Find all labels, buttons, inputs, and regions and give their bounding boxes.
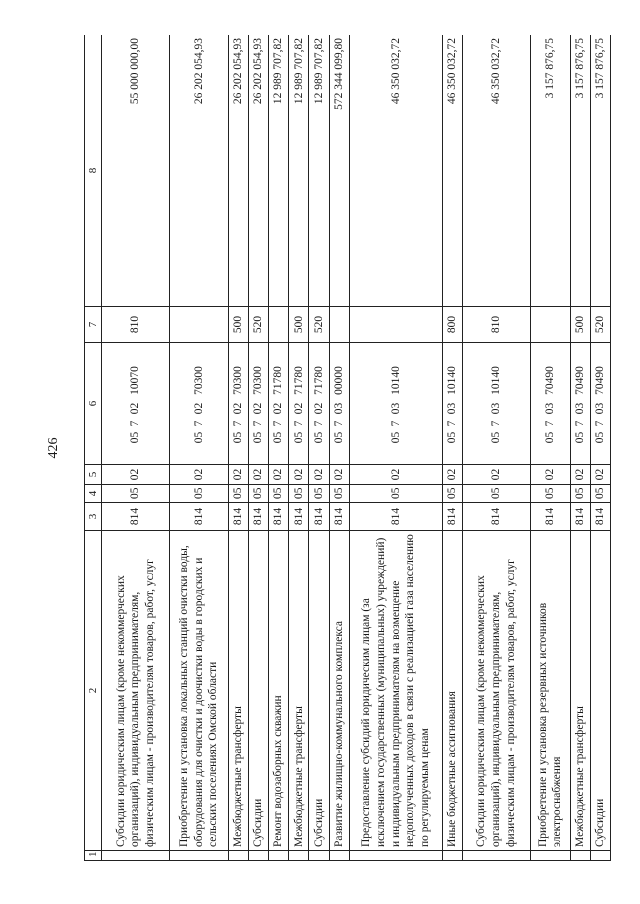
- column-header-1: 1: [85, 851, 102, 861]
- target-article-part: 05: [573, 431, 586, 444]
- cell-target-article: [349, 343, 442, 465]
- cell-amount: 3 157 876,75: [590, 35, 610, 307]
- cell-target-article: [329, 343, 349, 465]
- cell-target-article: [170, 343, 229, 465]
- column-header-8: 8: [85, 35, 102, 307]
- cell-subsection-code: 02: [269, 465, 289, 485]
- cell-item-name: Иные бюджетные ассигнования: [442, 531, 462, 851]
- cell-item-name: Межбюджетные трансферты: [289, 531, 309, 851]
- cell-amount: 3 157 876,75: [531, 35, 571, 307]
- table-row: [349, 35, 442, 861]
- cell-item-name: Предоставление субсидий юридическим лицам (за исключением государственных (муниципальных) учреждений) и индивидуальным предпринимателям на возмещение недополученных доходов в связи с реализацией газа населению по регулируемым ценам: [349, 531, 442, 851]
- cell-amount: 46 350 032,72: [442, 35, 462, 307]
- cell-item-name: Приобретение и установка резервных источников электроснабжения: [531, 531, 571, 851]
- table-row: [442, 35, 462, 861]
- target-article-part: 7: [129, 420, 142, 427]
- target-article-part: 02: [192, 402, 205, 415]
- cell-amount: 55 000 000,00: [102, 35, 170, 307]
- budget-table: [84, 35, 611, 861]
- target-article-part: 05: [594, 431, 607, 444]
- table-row: [531, 35, 571, 861]
- target-article-part: 02: [252, 402, 265, 415]
- target-article-part: 10140: [389, 366, 402, 395]
- cell-subsection-code: 02: [102, 465, 170, 485]
- target-article-part: 05: [544, 431, 557, 444]
- target-article-part: 7: [594, 420, 607, 427]
- cell-amount: 12 989 707,82: [289, 35, 309, 307]
- cell-amount: 46 350 032,72: [349, 35, 442, 307]
- cell-section-code: 05: [463, 485, 531, 503]
- target-article-part: 10070: [129, 366, 142, 395]
- target-article-part: 70300: [252, 366, 265, 395]
- target-article-part: 7: [490, 420, 503, 427]
- cell-col-1: [102, 851, 170, 861]
- cell-subsection-code: 02: [229, 465, 249, 485]
- rotated-table-container: [84, 35, 611, 861]
- target-article-part: 7: [389, 420, 402, 427]
- target-article-part: 05: [292, 431, 305, 444]
- cell-col-1: [463, 851, 531, 861]
- table-row: [269, 35, 289, 861]
- cell-amount: 572 344 099,80: [329, 35, 349, 307]
- target-article-part: 7: [312, 420, 325, 427]
- cell-section-code: 05: [442, 485, 462, 503]
- cell-item-name: Ремонт водозаборных скважин: [269, 531, 289, 851]
- cell-subsection-code: 02: [329, 465, 349, 485]
- cell-expense-type: 520: [309, 307, 329, 343]
- target-article-part: 70490: [594, 366, 607, 395]
- cell-item-name: Субсидии юридическим лицам (кроме некоммерческих организаций), индивидуальным предпринимателям, физическим лицам - производителям товаров, работ, услуг: [463, 531, 531, 851]
- cell-section-code: 05: [102, 485, 170, 503]
- target-article-part: 7: [252, 420, 265, 427]
- cell-col-1: [442, 851, 462, 861]
- target-article-part: 05: [312, 431, 325, 444]
- cell-target-article: [531, 343, 571, 465]
- page-number: 426: [46, 437, 61, 459]
- table-area: [84, 35, 611, 861]
- cell-expense-type: [329, 307, 349, 343]
- target-article-part: 05: [490, 431, 503, 444]
- cell-item-name: Межбюджетные трансферты: [229, 531, 249, 851]
- target-article-part: 7: [232, 420, 245, 427]
- cell-col-1: [170, 851, 229, 861]
- target-article-part: 70490: [573, 366, 586, 395]
- cell-expense-type: [170, 307, 229, 343]
- table-row: [570, 35, 590, 861]
- table-row: [309, 35, 329, 861]
- target-article-part: 7: [544, 420, 557, 427]
- cell-target-article: [102, 343, 170, 465]
- cell-expense-type: 810: [463, 307, 531, 343]
- cell-ministry-code: 814: [463, 503, 531, 531]
- target-article-part: 03: [446, 402, 459, 415]
- cell-amount: 26 202 054,93: [229, 35, 249, 307]
- target-article-part: 05: [192, 431, 205, 444]
- target-article-part: 7: [332, 420, 345, 427]
- cell-col-1: [249, 851, 269, 861]
- cell-section-code: 05: [229, 485, 249, 503]
- cell-item-name: Приобретение и установка локальных станций очистки воды, оборудования для очистки и доочистки воды в городских и сельских поселениях Омской области: [170, 531, 229, 851]
- target-article-part: 03: [544, 402, 557, 415]
- cell-col-1: [349, 851, 442, 861]
- cell-expense-type: 500: [229, 307, 249, 343]
- cell-section-code: 05: [590, 485, 610, 503]
- cell-subsection-code: 02: [289, 465, 309, 485]
- target-article-part: 03: [389, 402, 402, 415]
- table-row: [289, 35, 309, 861]
- target-article-part: 71780: [312, 366, 325, 395]
- cell-subsection-code: 02: [590, 465, 610, 485]
- column-header-2: 2: [85, 531, 102, 851]
- target-article-part: 70300: [232, 366, 245, 395]
- cell-col-1: [309, 851, 329, 861]
- cell-ministry-code: 814: [309, 503, 329, 531]
- target-article-part: 10140: [446, 366, 459, 395]
- cell-expense-type: 800: [442, 307, 462, 343]
- table-row: [463, 35, 531, 861]
- column-header-6: 6: [85, 343, 102, 465]
- cell-col-1: [531, 851, 571, 861]
- cell-subsection-code: 02: [309, 465, 329, 485]
- table-row: [590, 35, 610, 861]
- cell-subsection-code: 02: [249, 465, 269, 485]
- target-article-part: 05: [232, 431, 245, 444]
- cell-ministry-code: 814: [269, 503, 289, 531]
- cell-item-name: Развитие жилищно-коммунального комплекса: [329, 531, 349, 851]
- table-row: [229, 35, 249, 861]
- column-header-3: 3: [85, 503, 102, 531]
- cell-section-code: 05: [349, 485, 442, 503]
- target-article-part: 7: [272, 420, 285, 427]
- cell-section-code: 05: [249, 485, 269, 503]
- target-article-part: 05: [129, 431, 142, 444]
- cell-col-1: [289, 851, 309, 861]
- cell-item-name: Субсидии: [249, 531, 269, 851]
- column-header-4: 4: [85, 485, 102, 503]
- cell-expense-type: [269, 307, 289, 343]
- cell-ministry-code: 814: [349, 503, 442, 531]
- cell-ministry-code: 814: [531, 503, 571, 531]
- target-article-part: 02: [292, 402, 305, 415]
- cell-amount: 12 989 707,82: [269, 35, 289, 307]
- cell-target-article: [309, 343, 329, 465]
- cell-subsection-code: 02: [170, 465, 229, 485]
- column-header-7: 7: [85, 307, 102, 343]
- target-article-part: 7: [192, 420, 205, 427]
- target-article-part: 03: [573, 402, 586, 415]
- cell-amount: 26 202 054,93: [170, 35, 229, 307]
- column-header-5: 5: [85, 465, 102, 485]
- target-article-part: 7: [573, 420, 586, 427]
- target-article-part: 05: [446, 431, 459, 444]
- cell-target-article: [229, 343, 249, 465]
- target-article-part: 03: [490, 402, 503, 415]
- cell-section-code: 05: [531, 485, 571, 503]
- cell-item-name: Субсидии: [590, 531, 610, 851]
- cell-col-1: [269, 851, 289, 861]
- column-number-row: [85, 35, 102, 861]
- cell-target-article: [442, 343, 462, 465]
- cell-section-code: 05: [309, 485, 329, 503]
- target-article-part: 02: [312, 402, 325, 415]
- cell-ministry-code: 814: [170, 503, 229, 531]
- cell-expense-type: [531, 307, 571, 343]
- cell-subsection-code: 02: [570, 465, 590, 485]
- cell-target-article: [269, 343, 289, 465]
- target-article-part: 02: [232, 402, 245, 415]
- target-article-part: 70300: [192, 366, 205, 395]
- target-article-part: 71780: [292, 366, 305, 395]
- cell-section-code: 05: [570, 485, 590, 503]
- cell-item-name: Субсидии юридическим лицам (кроме некоммерческих организаций), индивидуальным предпринимателям, физическим лицам - производителям товаров, работ, услуг: [102, 531, 170, 851]
- cell-col-1: [570, 851, 590, 861]
- cell-col-1: [590, 851, 610, 861]
- target-article-part: 03: [594, 402, 607, 415]
- cell-item-name: Субсидии: [309, 531, 329, 851]
- target-article-part: 03: [332, 402, 345, 415]
- cell-amount: 46 350 032,72: [463, 35, 531, 307]
- cell-subsection-code: 02: [349, 465, 442, 485]
- cell-ministry-code: 814: [570, 503, 590, 531]
- cell-subsection-code: 02: [531, 465, 571, 485]
- cell-amount: 12 989 707,82: [309, 35, 329, 307]
- table-body: [102, 35, 611, 861]
- cell-target-article: [570, 343, 590, 465]
- target-article-part: 05: [389, 431, 402, 444]
- target-article-part: 7: [292, 420, 305, 427]
- cell-section-code: 05: [170, 485, 229, 503]
- cell-subsection-code: 02: [463, 465, 531, 485]
- cell-col-1: [329, 851, 349, 861]
- cell-ministry-code: 814: [102, 503, 170, 531]
- target-article-part: 7: [446, 420, 459, 427]
- cell-section-code: 05: [329, 485, 349, 503]
- cell-expense-type: 520: [249, 307, 269, 343]
- target-article-part: 02: [272, 402, 285, 415]
- cell-expense-type: 810: [102, 307, 170, 343]
- cell-ministry-code: 814: [229, 503, 249, 531]
- cell-target-article: [289, 343, 309, 465]
- cell-amount: 26 202 054,93: [249, 35, 269, 307]
- cell-target-article: [249, 343, 269, 465]
- cell-ministry-code: 814: [249, 503, 269, 531]
- cell-subsection-code: 02: [442, 465, 462, 485]
- target-article-part: 00000: [332, 366, 345, 395]
- cell-expense-type: 520: [590, 307, 610, 343]
- cell-col-1: [229, 851, 249, 861]
- cell-section-code: 05: [289, 485, 309, 503]
- target-article-part: 10140: [490, 366, 503, 395]
- cell-target-article: [590, 343, 610, 465]
- cell-section-code: 05: [269, 485, 289, 503]
- cell-amount: 3 157 876,75: [570, 35, 590, 307]
- table-row: [102, 35, 170, 861]
- target-article-part: 05: [252, 431, 265, 444]
- cell-ministry-code: 814: [590, 503, 610, 531]
- cell-expense-type: 500: [570, 307, 590, 343]
- cell-item-name: Межбюджетные трансферты: [570, 531, 590, 851]
- cell-ministry-code: 814: [442, 503, 462, 531]
- target-article-part: 70490: [544, 366, 557, 395]
- cell-expense-type: [349, 307, 442, 343]
- target-article-part: 02: [129, 402, 142, 415]
- cell-expense-type: 500: [289, 307, 309, 343]
- cell-ministry-code: 814: [289, 503, 309, 531]
- table-row: [170, 35, 229, 861]
- cell-target-article: [463, 343, 531, 465]
- table-row: [249, 35, 269, 861]
- target-article-part: 05: [272, 431, 285, 444]
- target-article-part: 05: [332, 431, 345, 444]
- table-row: [329, 35, 349, 861]
- cell-ministry-code: 814: [329, 503, 349, 531]
- target-article-part: 71780: [272, 366, 285, 395]
